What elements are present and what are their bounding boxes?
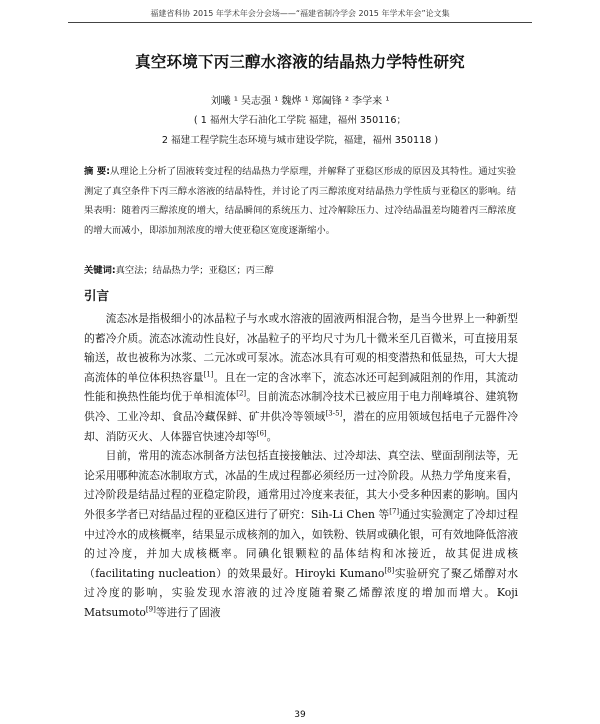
keywords-label: 关键词: xyxy=(84,265,116,276)
citation: [8] xyxy=(384,566,395,575)
body-text xyxy=(84,309,518,623)
keywords-text: 真空法；结晶热力学；亚稳区；丙三醇 xyxy=(115,265,274,276)
citation: [3-5] xyxy=(325,409,343,418)
paragraph-text: 目前，常用的流态冰制备方法包括直接接触法、过冷却法、真空法、壁面刮削法等，无论采用哪种流态冰制取方式，冰晶的生成过程都必须经历一过冷阶段。从热力学角度来看，过冷阶段是结晶过程的亚稳定阶段，通常用过冷度来表征，其大小受多种因素的影响。国内外很多学者已对结晶过程的亚稳区进行了研究：Sih-Li Chen 等 xyxy=(84,449,518,521)
paragraph-text: 。且在一定的含冰率下，流态冰还可起到减阻剂的作用，其流动性能和换热性能均优于单相流体 xyxy=(84,370,519,404)
header-rule xyxy=(68,22,532,23)
paragraph-text: 。目前流态冰制冷技术已被应用于电力削峰填谷、建筑物供冷、工业冷却、食品冷藏保鲜、矿井供冷等领域 xyxy=(84,390,518,423)
paper-title: 真空环境下丙三醇水溶液的结晶热力学特性研究 xyxy=(135,53,465,71)
citation: [9] xyxy=(145,605,156,614)
citation: [7] xyxy=(389,507,400,516)
section-title-introduction: 引言 xyxy=(84,288,110,303)
paragraph-text: 等进行了固液 xyxy=(155,605,221,619)
paragraph-text: 实验研究了聚乙烯醇对水过冷度的影响，实验发现水溶液的过冷度随着聚乙烯醇浓度的增加而增大。Koji Matsumoto xyxy=(84,566,518,619)
paragraph-text: 流态冰是指极细小的冰晶粒子与水或水溶液的固液两相混合物，是当今世界上一种新型的蓄冷介质。流态冰流动性良好，冰晶粒子的平均尺寸为几十微米至几百微米，可直接用泵输送，故也被称为冰浆、二元冰或可泵冰。流态冰具有可观的相变潜热和低显热，可大大提高流体的单位体积热容量 xyxy=(84,312,518,384)
abstract xyxy=(84,162,516,240)
paragraph-1 xyxy=(84,309,518,446)
abstract-label: 摘 要: xyxy=(84,166,110,177)
running-header: 福建省科协 2015 年学术年会分会场——“福建省制冷学会 2015 年学术年会”论文集 xyxy=(150,9,450,18)
affiliation-2: 2 福建工程学院生态环境与城市建设学院，福建，福州 350118 ) xyxy=(161,135,439,146)
citation: [2] xyxy=(236,389,247,398)
affiliation-1: ( 1 福州大学石油化工学院 福建，福州 350116； xyxy=(193,115,407,126)
author-list: 刘曦 ¹ 吴志强 ¹ 魏烨 ¹ 郑阖锋 ² 李学来 ¹ xyxy=(210,96,390,107)
page-number: 39 xyxy=(294,710,306,720)
keywords xyxy=(84,262,516,276)
paragraph-2 xyxy=(84,446,518,622)
citation: [6] xyxy=(256,428,267,437)
paragraph-text: 通过实验测定了冷却过程中过冷水的成核概率，结果显示成核剂的加入，如铁粉、铁屑或碘化银，可有效地降低溶液的过冷度，并加大成核概率。同碘化银颗粒的晶体结构和冰接近，故其促进成核（facilitating nucleation）的效果最好。Hiroyki Kumano xyxy=(84,507,518,580)
paragraph-text: 。 xyxy=(266,429,278,443)
citation: [1] xyxy=(203,370,214,379)
abstract-text: 从理论上分析了固液转变过程的结晶热力学原理，并解释了亚稳区形成的原因及其特性。通过实验测定了真空条件下丙三醇水溶液的结晶特性，并讨论了丙三醇浓度对结晶热力学性质与亚稳区的影响。结果表明：随着丙三醇浓度的增大，结晶瞬间的系统压力、过冷解除压力、过冷结晶温差均随着丙三醇浓度的增大而减小，即添加剂浓度的增大使亚稳区宽度逐渐缩小。 xyxy=(84,166,516,236)
paragraph-text: ，潜在的应用领域包括电子元器件冷却、消防灭火、人体器官快速冷却等 xyxy=(84,409,519,443)
